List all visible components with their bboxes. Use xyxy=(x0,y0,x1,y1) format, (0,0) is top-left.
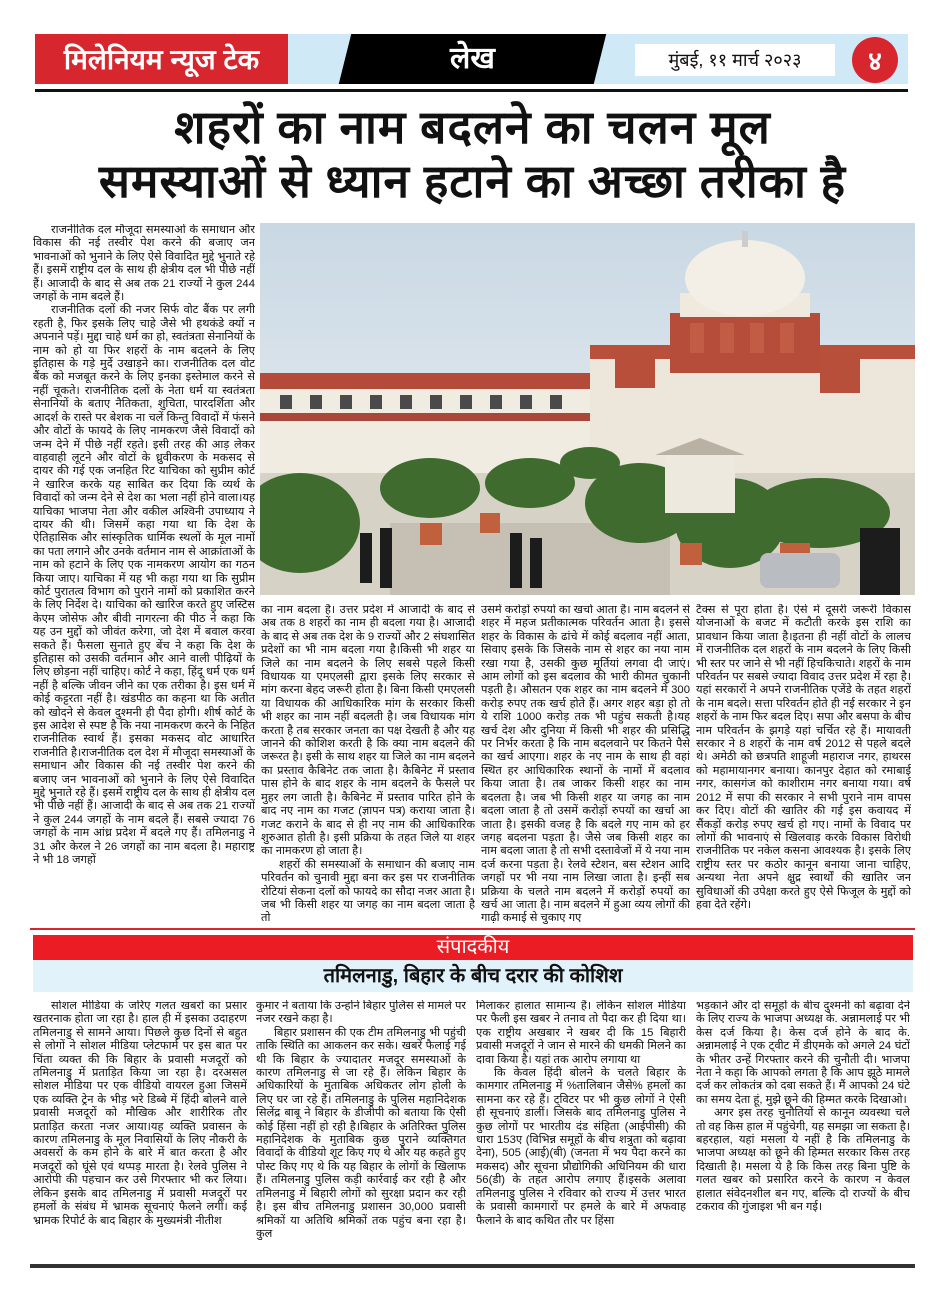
headline-line-2: समस्याओं से ध्यान हटाने का अच्छा तरीका है xyxy=(98,155,847,207)
newspaper-brand: मिलेनियम न्यूज टेक xyxy=(35,34,288,84)
paragraph: टैक्स से पूरा होता है। ऐसे में दूसरी जरूरी विकास योजनाओं के बजट में कटौती करके इस राशि का प्रावधान किया जाता है।इतना ही नहीं वोटों के लालच में राजनीतिक दल शहरों के नाम बदलने के लिए किसी भी स्तर पर जाने से भी नहीं हिचकिचाते। शहरों के नाम परिवर्तन पर सबसे ज्यादा विवाद उत्तर प्रदेश में रहा है। यहां सरकारों ने अपने राजनीतिक एजेंडे के तहत शहरों के नाम बदले। सत्ता परिवर्तन होते ही नई सरकार ने इन शहरों के नाम फिर बदल दिए। सपा और बसपा के बीच नाम परिवर्तन के झगड़े यहां चर्चित रहे हैं। मायावती सरकार ने 8 शहरों के नाम वर्ष 2012 से पहले बदले थे। अमेठी को छत्रपति शाहूजी महाराज नगर, हाथरस को महामायानगर बनाया। कानपुर देहात को रमाबाई नगर, कासगंज को काशीराम नगर बनाया गया। वर्ष 2012 में सपा की सरकार ने सभी पुराने नाम वापस कर दिए। वोटों की खातिर की गई इस कवायद में सैंकड़ों करोड़ रुपए खर्च हो गए। नामों के विवाद पर लोगों की भावनाएं से खिलवाड़ करके विकास विरोधी राजनीतिक पर नकेल कसना आवश्यक है। इसके लिए राष्ट्रीय स्तर पर कठोर कानून बनाया जाना चाहिए, अन्यथा नेता अपने क्षुद्र स्वार्थों की खातिर जन सुविधाओं की उपेक्षा करते हुए ऐसे फिजूल के मुद्दों को हवा देते रहेंगे। xyxy=(696,604,911,911)
paragraph: भड़काने और दो समूहों के बीच दुश्मनी को बढ़ावा देने के लिए राज्य के भाजपा अध्यक्ष के. अन्नामलाई पर भी केस दर्ज किया है। केस दर्ज होने के बाद के. अन्नामलाई ने एक ट्वीट में डीएमके को अगले 24 घंटों के भीतर उन्हें गिरफ्तार करने की चुनौती दी। भाजपा नेता ने कहा कि आपको लगता है कि आप झूठे मामले दर्ज कर लोकतंत्र को दबा सकते हैं। मैं आपको 24 घंटे का समय देता हूं, मुझे छूने की हिम्मत करके दिखाओ। xyxy=(696,1000,910,1106)
editorial-column-4 xyxy=(696,1000,910,1262)
paragraph: अगर इस तरह चुनौतियों से कानून व्यवस्था चले तो वह किस हाल में पहुंचेगी, यह समझा जा सकता है। बहरहाल, यहां मसला ये नहीं है कि तमिलनाडु के भाजपा अध्यक्ष को छूने की हिम्मत सरकार किस तरह दिखाती है। मसला ये है कि किस तरह बिना पुष्टि के गलत खबर को प्रसारित करने के कारण न केवल हालात संवेदनशील बन गए, बल्कि दो राज्यों के बीच टकराव की गुंजाइश भी बन गई। xyxy=(696,1107,910,1214)
page-number: ४ xyxy=(852,37,898,83)
paragraph: सोशल मीडिया के जरिए गलत खबरों का प्रसार खतरनाक होता जा रहा है। हाल ही में इसका उदाहरण तमिलनाडु से सामने आया। पिछले कुछ दिनों से बहुत से लोगों ने सोशल मीडिया प्लेटफार्म पर इस बात पर चिंता व्यक्त की कि बिहार के प्रवासी मजदूरों को तमिलनाडु में प्रताड़ित किया जा रहा है। दरअसल सोशल मीडिया पर एक वीडियो वायरल हुआ जिसमें एक व्यक्ति ट्रेन के भीड़ भरे डिब्बे में हिंदी बोलने वाले प्रवासी मजदूरों को मौखिक और शारीरिक तौर प्रताड़ित करता नजर आया।यह व्यक्ति प्रवासन के कारण तमिलनाडु के मूल निवासियों के लिए नौकरी के अवसरों के कम होने के बारे में बात करता है और मजदूरों को घूंसे एवं थप्पड़ मारता है। रेलवे पुलिस ने आरोपी की पहचान कर उसे गिरफ्तार भी कर लिया। लेकिन इसके बाद तमिलनाडु में प्रवासी मजदूरों पर हमलों के संबंध में भ्रामक सूचनाएं फैलने लगीं। कई भ्रामक रिपोर्ट के बाद बिहार के मुख्यमंत्री नीतीश xyxy=(33,1000,247,1227)
article-column-2 xyxy=(261,604,475,926)
editorial-column-2 xyxy=(256,1000,466,1262)
paragraph: बिहार प्रशासन की एक टीम तमिलनाडु भी पहुंची ताकि स्थिति का आकलन कर सके। खबरें फैलाई गई थी कि बिहार के ज्यादातर मजदूर समस्याओं के कारण तमिलनाडु से जा रहे हैं। लेकिन बिहार के अधिकारियों के मुताबिक अधिकतर लोग होली के लिए घर जा रहे हैं। तमिलनाडु के पुलिस महानिदेशक सिलेंद्र बाबू ने बिहार के डीजीपी को बताया कि ऐसी कोई हिंसा नहीं हो रही है।बिहार के अतिरिक्त पुलिस महानिदेशक के मुताबिक कुछ पुराने व्यक्तिगत विवादों के वीडियो शूट किए गए थे और यह कहते हुए पोस्ट किए गए थे कि यह बिहार के लोगों के खिलाफ हैं। तमिलनाडु पुलिस कड़ी कार्रवाई कर रही है और तमिलनाडु में बिहारी लोगों को सुरक्षा प्रदान कर रही है। इस बीच तमिलनाडु प्रशासन 30,000 प्रवासी श्रमिकों या अतिथि श्रमिकों तक पहुंच बना रहा है। कुल xyxy=(256,1026,466,1240)
editorial-column-1 xyxy=(33,1000,247,1262)
paragraph: का नाम बदला है। उत्तर प्रदेश में आजादी के बाद से अब तक 8 शहरों का नाम ही बदला गया है। आजादी के बाद से अब तक देश के 9 राज्यों और 2 संघशासित प्रदेशों का भी नाम बदला गया है।किसी भी शहर या जिले का नाम बदलने के लिए सबसे पहले किसी विधायक या एमएलसी द्वारा इसके लिए सरकार से मांग करना बेहद जरूरी होता है। बिना किसी एमएलसी या विधायक की आधिकारिक मांग के सरकार किसी भी शहर का नाम नहीं बदलती है। जब विधायक मांग करता है तब सरकार जनता का पक्ष देखती है और यह जानने की कोशिश करती है कि क्या नाम बदलने की जरूरत है। इसी के साथ शहर या जिले का नाम बदलने का प्रस्ताव कैबिनेट तक जाता है। कैबिनेट में प्रस्ताव पास होने के बाद शहर के नाम बदलने के फैसले पर मुहर लग जाती है। कैबिनेट में प्रस्ताव पारित होने के बाद नए नाम का गजट (ज्ञापन पत्र) कराया जाता है। गजट कराने के बाद से ही नए नाम की आधिकारिक शुरुआत होती है। इसी प्रक्रिया के तहत जिले या शहर का नामकरण हो जाता है। xyxy=(261,604,475,858)
editorial-title: तमिलनाडु, बिहार के बीच दरार की कोशिश xyxy=(33,960,913,992)
paragraph: शहरों की समस्याओं के समाधान की बजाए नाम परिवर्तन को चुनावी मुद्दा बना कर इस पर राजनीतिक रोटियां सेकना दलों को फायदे का सौदा नजर आता है। जब भी किसी शहर या जगह का नाम बदला जाता है तो xyxy=(261,858,475,925)
paragraph: उसमें करोड़ों रुपयों का खर्चा आता है। नाम बदलने से शहर में महज प्रतीकात्मक परिवर्तन आता है। इससे शहर के विकास के ढांचे में कोई बदलाव नहीं आता, सिवाए इसके कि जिसके नाम से शहर का नया नाम रखा गया है, उसकी कुछ मूर्तियां लगवा दी जाएं। आम लोगों को इस बदलाव की भारी कीमत चुकानी पड़ती है। औसतन एक शहर का नाम बदलने में 300 करोड़ रुपए तक खर्च होते हैं। अगर शहर बड़ा हो तो ये राशि 1000 करोड़ तक भी पहुंच सकती है।यह खर्च देश और दुनिया में किसी भी शहर की प्रसिद्धि पर निर्भर करता है कि नाम बदलवाने पर कितने पैसे का खर्च आएगा। शहर के नए नाम के साथ ही वहां स्थित हर आधिकारिक स्थानों के नामों में बदलाव किया जाता है। तब जाकर किसी शहर का नाम बदलता है। जब भी किसी शहर या जगह का नाम बदला जाता है तो उसमें करोड़ों रुपयों का खर्चा आ जाता है। इसकी वजह है कि बदले गए नाम को हर जगह बदलना पड़ता है। जैसे जब किसी शहर का नाम बदला जाता है तो सभी दस्तावेजों में ये नया नाम दर्ज करना पड़ता है। रेलवे स्टेशन, बस स्टेशन आदि जगहों पर भी नया नाम लिखा जाता है। इन्हीं सब प्रक्रिया के चलते नाम बदलने में करोड़ों रुपयों का खर्च आ जाता है। नाम बदलने में हुआ व्यय लोगों की गाढ़ी कमाई से चुकाए गए xyxy=(481,604,690,925)
article-column-3 xyxy=(481,604,690,926)
paragraph: कुमार ने बताया कि उन्होंने बिहार पुलिस से मामले पर नजर रखने कहा है। xyxy=(256,1000,466,1026)
headline-line-1: शहरों का नाम बदलने का चलन मूल xyxy=(174,101,771,153)
paragraph: राजनीतिक दलों की नजर सिर्फ वोट बैंक पर लगी रहती है, फिर इसके लिए चाहे जैसे भी हथकंडे क्यों न अपनाने पड़ें। मुद्दा चाहे धर्म का हो, स्वतंत्रता सेनानियों के नाम को हो या फिर शहरों के नाम बदलने के लिए इतिहास के गड़े मुर्दे उखाड़ने का। राजनीतिक दल वोट बैंक को मजबूत करने के लिए इनका इस्तेमाल करने से नहीं चूकते। राजनीतिक दलों के नेता धर्म या स्वतंत्रता सेनानियों के बताए नैतिकता, शुचिता, पारदर्शिता और आदर्श के रास्ते पर बेशक ना चलें किन्तु विवादों में फंसने और वोटों के फायदे के लिए नामकरण जैसे विवादों को जन्म देने में पीछे नहीं रहते। इसी तरह की आड़ लेकर वाहवाही लूटने और वोटों के ध्रुवीकरण के मकसद से दायर की गई एक जनहित रिट याचिका को सुप्रीम कोर्ट ने खारिज करके यह साबित कर दिया कि व्यर्थ के विवादों को जन्म देने से देश का भला नहीं होने वाला।यह याचिका भाजपा नेता और वकील अश्विनी उपाध्याय ने दायर की थी। जिसमें कहा गया था कि देश के ऐतिहासिक और सांस्कृतिक धार्मिक स्थलों के मूल नामों का पता लगाने और उनके वर्तमान नाम से आक्रांताओं के नाम को हटाने के लिए एक नामकरण आयोग का गठन किया जाए। याचिका में यह भी कहा गया था कि सुप्रीम कोर्ट पुरातत्व विभाग को पुराने नामों को प्रकाशित करने के लिए निर्देश दे। याचिका को खारिज करते हुए जस्टिस केएम जोसेफ और बीवी नागरत्ना की पीठ ने कहा कि यह उन मुद्दों को जीवंत करेगा, जो देश में बवाल करवा सकते हैं। फैसला सुनाते हुए बेंच ने कहा कि देश के इतिहास को उसकी वर्तमान और आने वाली पीढ़ियों के लिए छोड़ना नहीं चाहिए। कोर्ट ने कहा, हिंदू धर्म एक धर्म नहीं है बल्कि जीवन जीने का एक तरीका है। इस धर्म में कोई कट्टरता नहीं है। खंडपीठ का कहना था कि अतीत को खोदने से केवल दुश्मनी ही पैदा होगी। शीर्ष कोर्ट के इस आदेश से स्पष्ट है कि नया नामकरण करने के निहित राजनीतिक स्वार्थ हैं। इसका मकसद वोट आधारित राजनीति है।राजनीतिक दल देश में मौजूदा समस्याओं के समाधान और विकास की नई तस्वीर पेश करने की बजाए जन भावनाओं को भुनाने के लिए ऐसे विवादित मुद्दे भुनाते रहे हैं। इसमें राष्ट्रीय दल के साथ ही क्षेत्रीय दल भी पीछे नहीं हैं। आजादी के बाद से अब तक 21 राज्यों ने कुल 244 जगहों के नाम बदले हैं। सबसे ज्यादा 76 जगहों के नाम आंध्र प्रदेश में बदले गए हैं। तमिलनाडु ने 31 और केरल ने 26 जगहों का नाम बदला है। महाराष्ट्र ने भी 18 जगहों xyxy=(33,304,255,867)
issue-date: मुंबई, ११ मार्च २०२३ xyxy=(635,44,835,76)
header-divider xyxy=(35,89,908,92)
paragraph: मिलाकर हालात सामान्य हैं। लेकिन सोशल मीडिया पर फैली इस खबर ने तनाव तो पैदा कर ही दिया था।एक राष्ट्रीय अखबार ने खबर दी कि 15 बिहारी प्रवासी मजदूरों ने जान से मारने की धमकी मिलने का दावा किया है। यहां तक आरोप लगाया था xyxy=(476,1000,686,1066)
article-headline xyxy=(30,100,915,208)
masthead xyxy=(35,34,908,84)
supreme-court-photo xyxy=(260,223,915,595)
article-column-1 xyxy=(33,224,255,926)
article-column-4 xyxy=(696,604,911,926)
editorial-banner: संपादकीय xyxy=(33,935,913,960)
paragraph: कि केवल हिंदी बोलने के चलते बिहार के कामगार तमिलनाडु में %तालिबान जैसे% हमलों का सामना कर रहे हैं। ट्विटर पर भी कुछ लोगों ने ऐसी ही सूचनाएं डालीं। जिसके बाद तमिलनाडु पुलिस ने कुछ लोगों पर भारतीय दंड संहिता (आईपीसी) की धारा 153ए (विभिन्न समूहों के बीच शत्रुता को बढ़ावा देना), 505 (आई)(बी) (जनता में भय पैदा करने का मकसद) और सूचना प्रौद्योगिकी अधिनियम की धारा 56(डी) के तहत आरोप लगाए हैं।इसके अलावा तमिलनाडु पुलिस ने रविवार को राज्य में उत्तर भारत के प्रवासी कामगारों पर हमले के बारे में अफवाह फैलाने के बाद कथित तौर पर हिंसा xyxy=(476,1067,686,1227)
footer-divider xyxy=(30,1264,915,1268)
editorial-column-3 xyxy=(476,1000,686,1262)
section-label xyxy=(339,34,606,84)
section-name: लेख xyxy=(450,42,495,75)
section-divider xyxy=(30,928,915,930)
paragraph: राजनीतिक दल मौजूदा समस्याओं के समाधान और विकास की नई तस्वीर पेश करने की बजाए जन भावनाओं को भुनाने के लिए ऐसे विवादित मुद्दे भुनाते रहे हैं। इसमें राष्ट्रीय दल के साथ ही क्षेत्रीय दल भी पीछे नहीं हैं। आजादी के बाद से अब तक 21 राज्यों ने कुल 244 जगहों के नाम बदले हैं। xyxy=(33,224,255,304)
